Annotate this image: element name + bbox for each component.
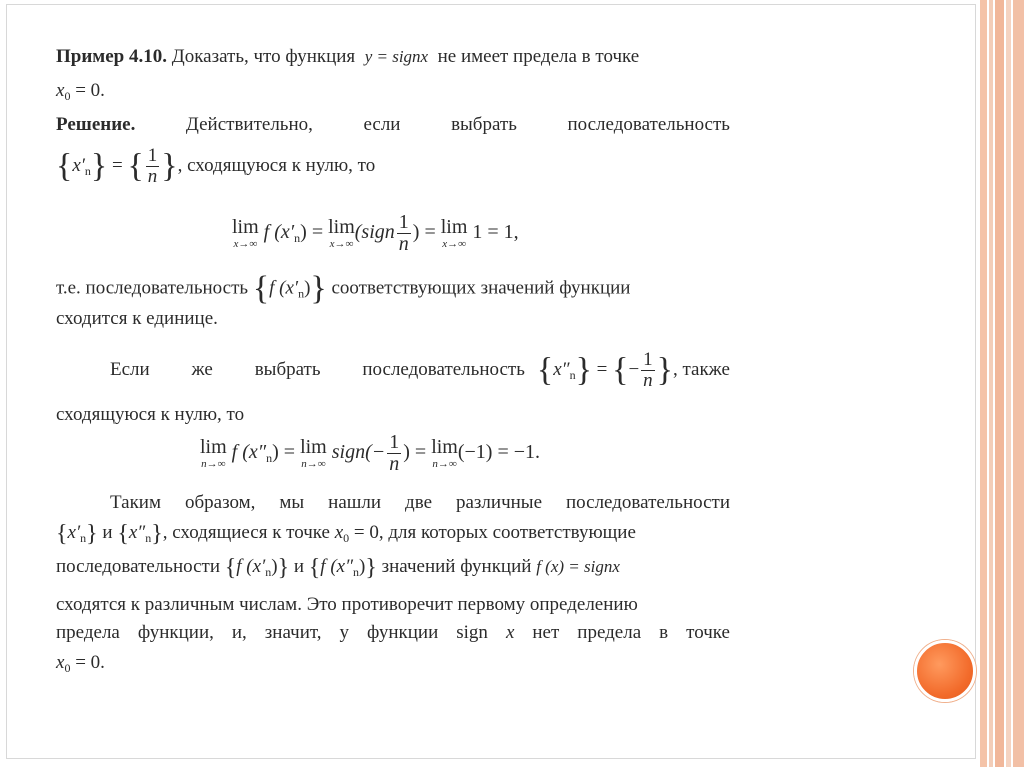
formula-2: lim n→∞ f $(x''_n)$ = lim n→∞ sign(− $\frac{1}{n}$ ) = lim n→∞ (−1) = −1. bbox=[200, 431, 541, 475]
sequence-1-definition: $\{x'_n\}$ = { $\frac{1}{n}$ }, сходящуюся к нулю, то bbox=[56, 145, 376, 187]
formula-1: lim x→∞ f $(x'_n)$ = lim x→∞ (sign $\frac{1}{n}$ ) = lim x→∞ 1 = 1, bbox=[232, 211, 519, 255]
paragraph-3-line-1: Если же выбрать последовательность $\{x''_n\}$ = {− $\frac{1}{n}$ }, также bbox=[110, 349, 730, 391]
conclusion-line-1: Таким образом, мы нашли две различные последовательности bbox=[110, 492, 730, 513]
example-point: $x_0 = 0$. bbox=[56, 80, 105, 103]
example-line: Пример 4.10. Доказать, что функция y = signx не имеет предела в точке bbox=[56, 46, 640, 67]
paragraph-3-line-2: сходящуюся к нулю, то bbox=[56, 404, 245, 425]
conclusion-line-2: $\{x'_n\}$ и $\{x''_n\}$, сходящиеся к точке $x_0 = 0$, для которых соответствующие bbox=[56, 521, 636, 547]
conclusion-line-6: $x_0 = 0$. bbox=[56, 652, 105, 675]
example-label: Пример 4.10. bbox=[56, 46, 167, 67]
function-formula: y = signx bbox=[364, 47, 429, 66]
conclusion-line-4: сходятся к различным числам. Это противоречит первому определению bbox=[56, 594, 638, 615]
conclusion-line-3: последовательности {f $(x'_n)$} и {f $(x''_n)$} значений функций f (x) = signx bbox=[56, 555, 620, 581]
paragraph-2-line-2: сходится к единице. bbox=[56, 308, 218, 329]
solution-label: Решение. bbox=[56, 114, 136, 135]
conclusion-line-5: предела функции, и, значит, у функции sign x нет предела в точке bbox=[56, 622, 730, 643]
paragraph-2-line-1: т.е. последовательность {f $(x'_n)$} соответствующих значений функции bbox=[56, 270, 631, 307]
solution-line: Решение. Действительно, если выбрать последовательность bbox=[56, 114, 730, 135]
